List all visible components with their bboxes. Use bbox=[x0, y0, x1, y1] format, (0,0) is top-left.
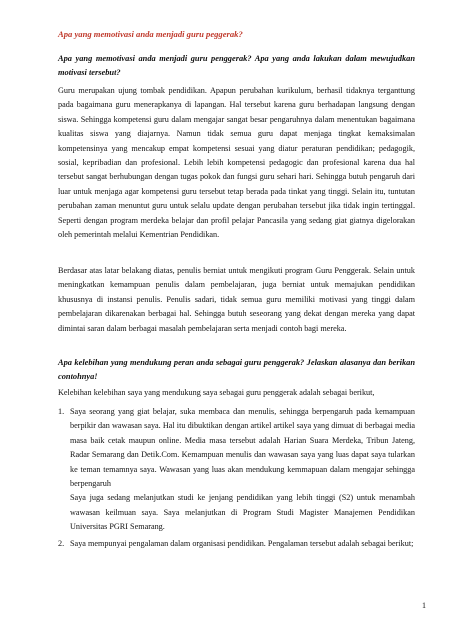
question-1: Apa yang memotivasi anda menjadi guru penggerak? Apa yang anda lakukan dalam mewujudkan motivasi tersebut? bbox=[58, 54, 415, 77]
paragraph-3: Kelebihan kelebihan saya yang mendukung saya sebagai guru penggerak adalah sebagai berikut, bbox=[58, 388, 375, 397]
advantages-list bbox=[58, 405, 415, 551]
paragraph-1: Guru merupakan ujung tombak pendidikan. Apapun perubahan kurikulum, berhasil tidaknya terganttung pada bagaimana guru menerapkanya di lapangan. Hal tersebut karena guru berhadapan langsung dengan siswa. Sehingga kompetensi guru dalam mengajar sangat besar pengaruhnya dalam menentukan bagaimana kualitas siswa yang diajarnya. Namun tidak semua guru dapat menjaga tingkat kemaksimalan kompetensinya yang mencakup empat kompetensi sesuai yang diatur peraturan pendidikan; pedagogik, sosial, kepribadian dan profesional. Lebih lebih kompetensi pedagogic dan profesional karena dua hal tersebut sangat berhubungan dengan tugas pokok dan fungsi guru sehari hari. Sehingga butuh pengaruh dari luar untuk menjaga agar kompetensi guru tersebut tetap berada pada tinkat yang tinggi. Selain itu, tuntutan perubahan zaman menuntut guru untuk selalu update dengan perubahan tersebut jika tidak ingin tertinggal. Seperti dengan program merdeka belajar dan profil pelajar Pancasila yang sedang giat giatnya digelorakan oleh pemerintah melalui Kementrian Pendidikan. bbox=[58, 86, 415, 240]
list-item-number: 2. bbox=[58, 538, 65, 548]
document-title: Apa yang memotivasi anda menjadi guru peggerak? bbox=[58, 29, 243, 39]
list-item-text-continued: Saya juga sedang melanjutkan studi ke jenjang pendidikan yang lebih tinggi (S2) untuk menambah wawasan keilmuan saya. Saya melanjutkan di Program Studi Magister Manajemen Pendidikan Universitas PGRI Semarang. bbox=[70, 493, 415, 532]
list-item-number: 1. bbox=[58, 407, 65, 416]
question-2: Apa kelebihan yang mendukung peran anda sebagai guru penggerak? Jelaskan alasanya dan berikan contohnya! bbox=[58, 358, 415, 381]
list-item-text: Saya mempunyai pengalaman dalam organisasi pendidikan. Pengalaman tersebut adalah sebagai berikut; bbox=[70, 538, 414, 548]
list-item-text: Saya seorang yang giat belajar, suka membaca dan menulis, sehingga berpengaruh pada kemampuan berpikir dan wawasan saya. Hal itu dibuktikan dengan artikel artikel saya yang dimuat di berbagai media masa baik cetak maupun online. Media masa tersebut adalah Harian Suara Merdeka, Tribun Jateng, Radar Semarang dan Detik.Com. Kemampuan menulis dan wawasan saya yang luas dapat saya tularkan ke teman temamnya saya. Wawasan yang luas akan mendukung kemmapuan dalam mengajar sehingga berpengaruh bbox=[70, 407, 415, 489]
list-item bbox=[58, 405, 415, 535]
paragraph-2: Berdasar atas latar belakang diatas, penulis berniat untuk mengikuti program Guru Penggerak. Selain untuk meningkatkan kemampuan penulis dalam pembelajaran, juga berniat untuk memajukan pendidikan khususnya di instansi penulis. Penulis sadari, tidak semua guru memiliki motivasi yang tinggi dalam pembelajaran dikarenakan berbagai hal. Sehingga butuh seseorang yang dekat dengan mereka yang dapat dimintai saran dalam berbagai masalah pembelajaran serta menjadi contoh bagi mereka. bbox=[58, 266, 415, 333]
page-number: 1 bbox=[422, 601, 426, 610]
list-item bbox=[58, 537, 415, 551]
